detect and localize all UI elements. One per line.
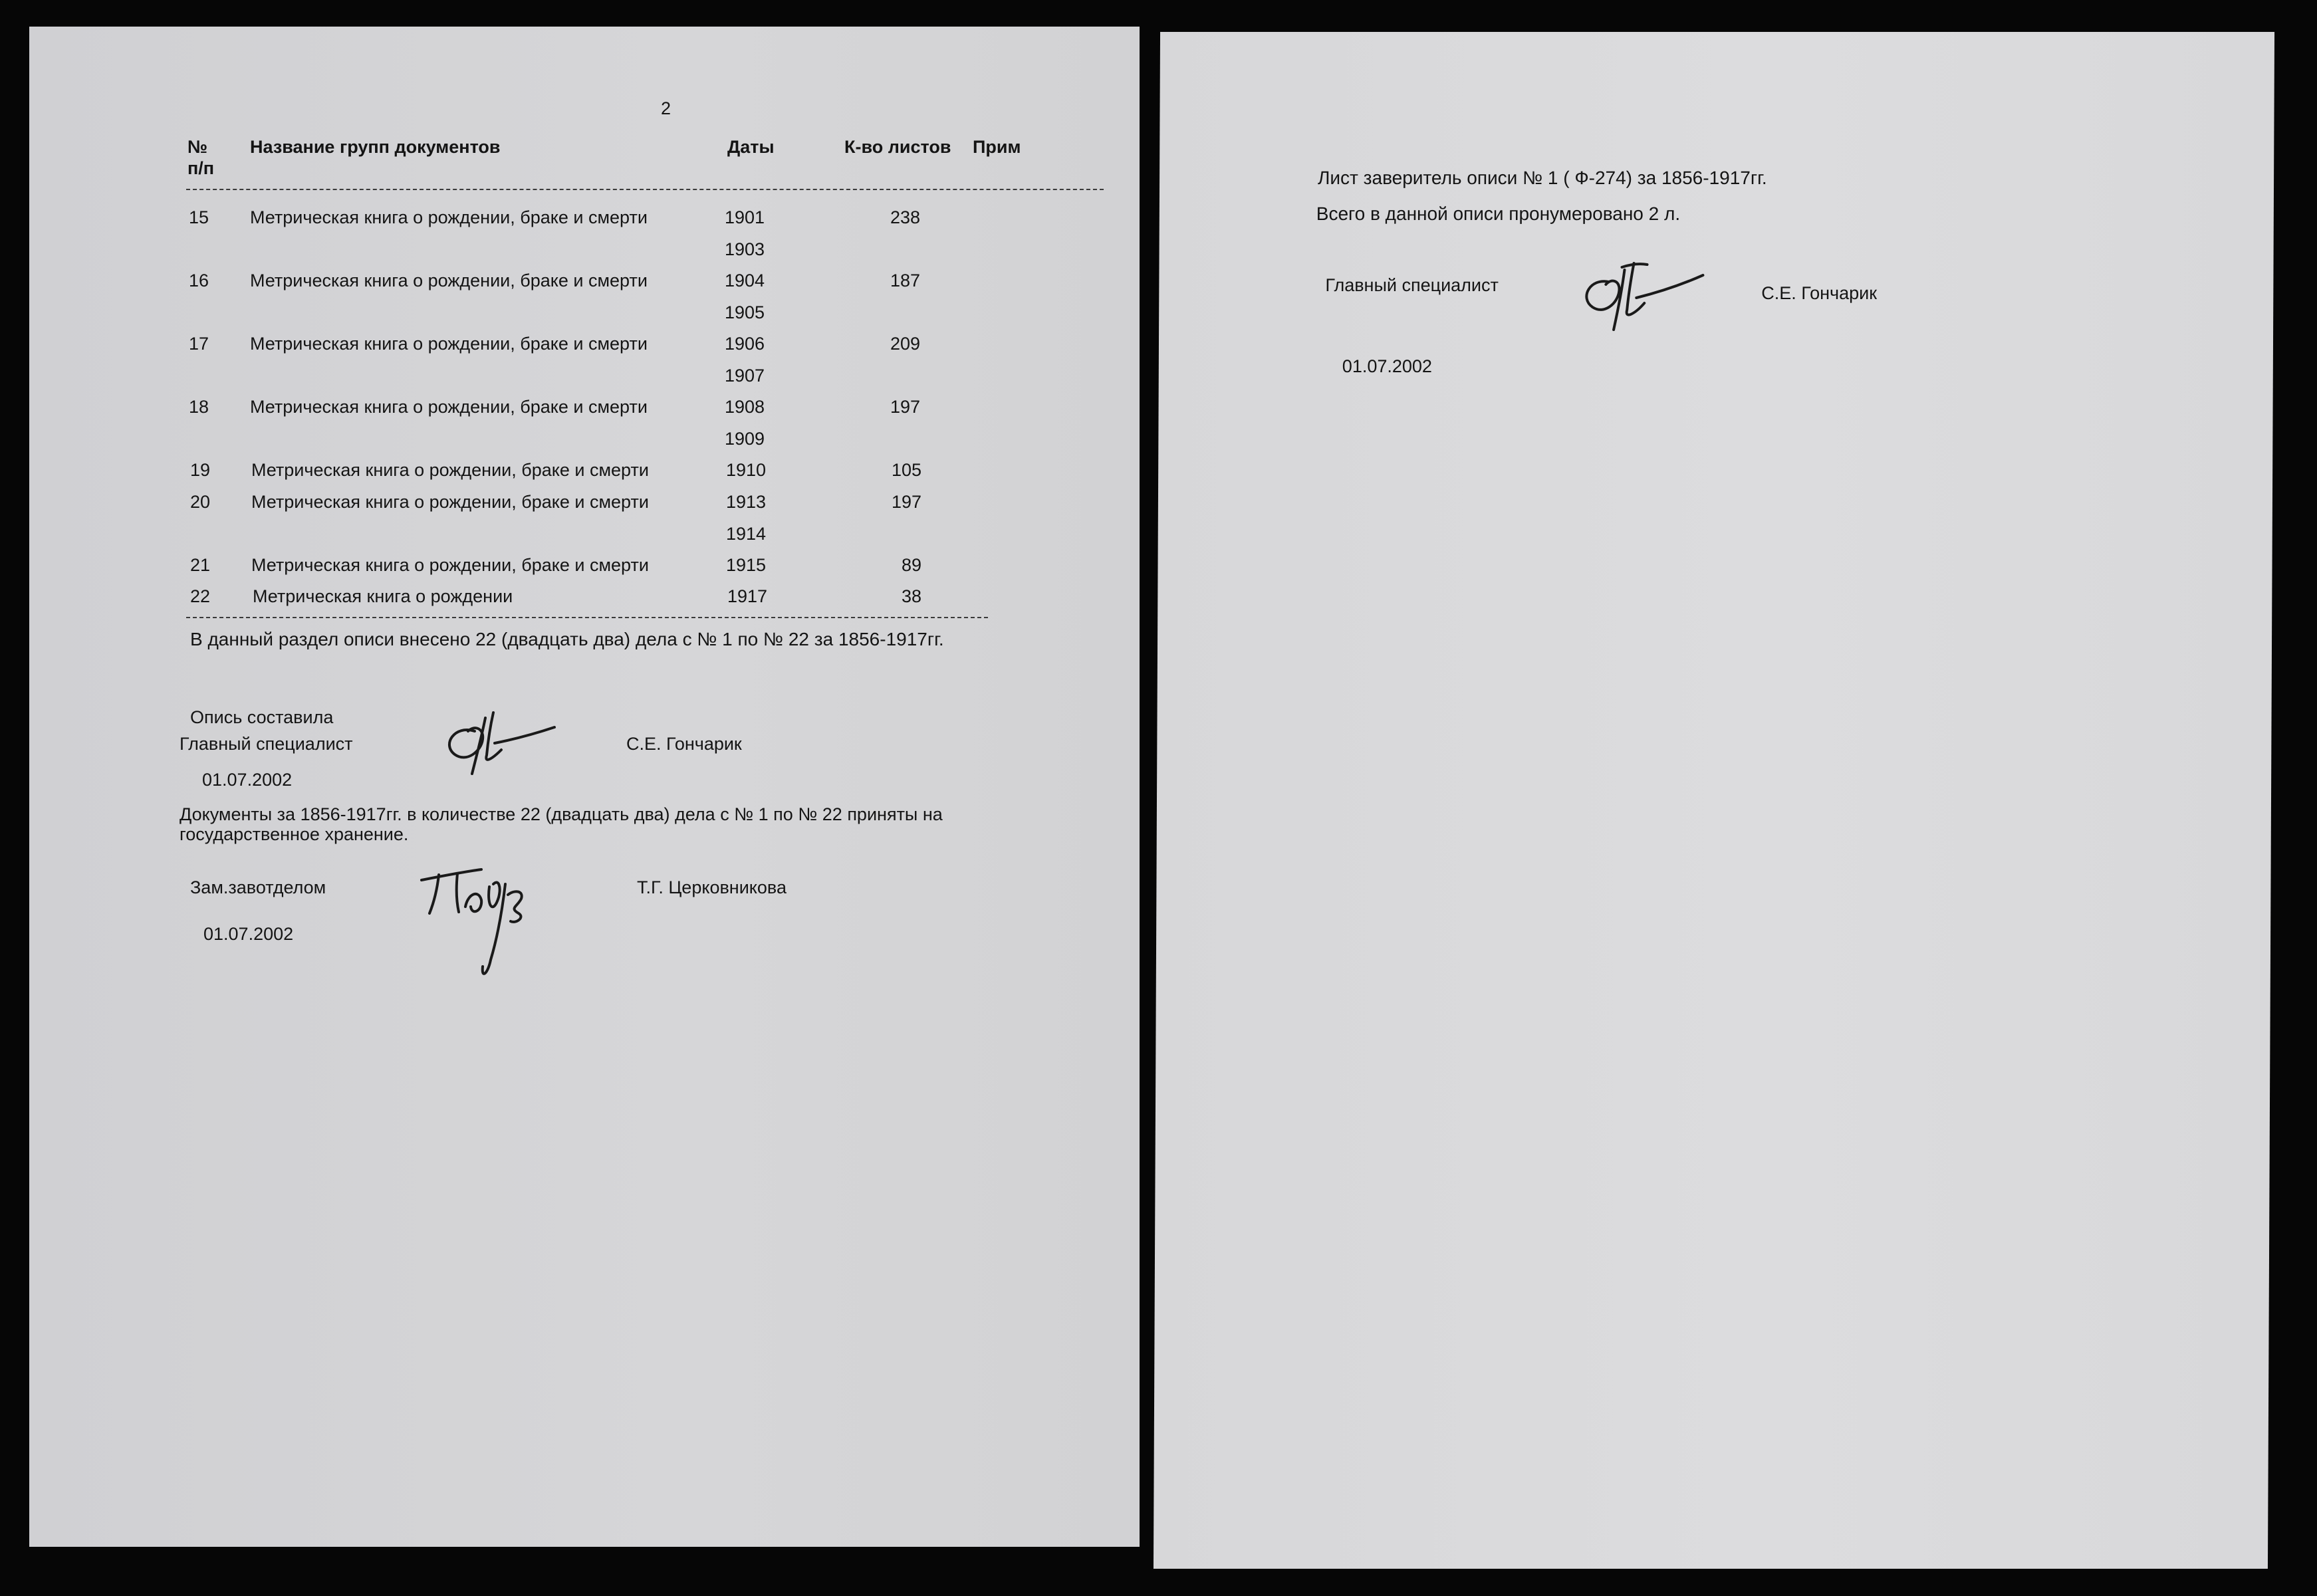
header-divider: [186, 189, 1104, 190]
row-name: Метрическая книга о рождении, браке и смерти: [251, 555, 649, 575]
row-date: 1903: [725, 239, 765, 259]
row-sheets: 187: [890, 271, 920, 290]
deputy-date: 01.07.2002: [203, 924, 294, 944]
row-name: Метрическая книга о рождении: [253, 586, 513, 606]
row-sheets: 89: [901, 555, 921, 575]
row-sheets: 38: [901, 586, 921, 606]
signature-goncharik-right: [1575, 255, 1709, 348]
row-date: 1907: [725, 366, 765, 386]
row-num: 20: [190, 492, 211, 512]
header-sheets: К-во листов: [844, 137, 951, 157]
accepted-text-line1: Документы за 1856-1917гг. в количестве 22 (двадцать два) дела с № 1 по № 22 приняты на: [180, 804, 943, 824]
row-name: Метрическая книга о рождении, браке и смерти: [250, 271, 648, 290]
header-num: №: [187, 137, 208, 157]
deputy-position: Зам.завотделом: [190, 877, 326, 897]
row-num: 17: [189, 334, 209, 354]
certification-name: С.Е. Гончарик: [1761, 283, 1878, 303]
compiled-label: Опись составила: [190, 707, 334, 727]
row-date: 1908: [725, 397, 765, 417]
table-bottom-divider: [186, 617, 988, 618]
row-date: 1915: [726, 555, 767, 575]
row-num: 18: [189, 397, 209, 417]
compiled-date: 01.07.2002: [202, 770, 293, 790]
inventory-page-left: [29, 27, 1140, 1547]
compiled-position: Главный специалист: [180, 734, 353, 754]
row-sheets: 197: [891, 492, 921, 512]
signature-goncharik: [435, 705, 561, 778]
compiled-name: С.Е. Гончарик: [626, 734, 742, 754]
certification-title: Лист заверитель описи № 1 ( Ф-274) за 1856-1917гг.: [1318, 168, 1767, 188]
row-date: 1914: [726, 524, 767, 544]
row-date: 1906: [725, 334, 765, 354]
certification-position: Главный специалист: [1325, 275, 1499, 295]
row-name: Метрическая книга о рождении, браке и смерти: [251, 460, 649, 480]
header-name: Название групп документов: [250, 137, 501, 157]
row-date: 1913: [726, 492, 767, 512]
row-name: Метрическая книга о рождении, браке и смерти: [251, 492, 649, 512]
header-note: Прим: [973, 137, 1021, 157]
row-date: 1905: [725, 302, 765, 322]
signature-tserkovnikova: [415, 860, 548, 986]
row-sheets: 209: [890, 334, 920, 354]
row-name: Метрическая книга о рождении, браке и смерти: [250, 334, 648, 354]
row-date: 1904: [725, 271, 765, 290]
row-name: Метрическая книга о рождении, браке и смерти: [250, 207, 648, 227]
row-sheets: 197: [890, 397, 920, 417]
row-date: 1909: [725, 429, 765, 449]
row-name: Метрическая книга о рождении, браке и смерти: [250, 397, 648, 417]
row-num: 15: [189, 207, 209, 227]
row-num: 22: [190, 586, 211, 606]
header-dates: Даты: [727, 137, 775, 157]
row-date: 1910: [726, 460, 767, 480]
certification-page-right: [1154, 32, 2274, 1569]
row-date: 1917: [727, 586, 768, 606]
header-num-sub: п/п: [187, 158, 215, 178]
deputy-name: Т.Г. Церковникова: [637, 877, 787, 897]
row-num: 21: [190, 555, 211, 575]
page-number: 2: [661, 98, 671, 118]
row-date: 1901: [725, 207, 765, 227]
summary-text: В данный раздел описи внесено 22 (двадцать два) дела с № 1 по № 22 за 1856-1917гг.: [190, 629, 944, 649]
row-sheets: 238: [890, 207, 920, 227]
row-sheets: 105: [891, 460, 921, 480]
certification-total: Всего в данной описи пронумеровано 2 л.: [1316, 203, 1681, 224]
row-num: 16: [189, 271, 209, 290]
certification-date: 01.07.2002: [1342, 356, 1433, 376]
accepted-text-line2: государственное хранение.: [180, 824, 409, 844]
row-num: 19: [190, 460, 211, 480]
